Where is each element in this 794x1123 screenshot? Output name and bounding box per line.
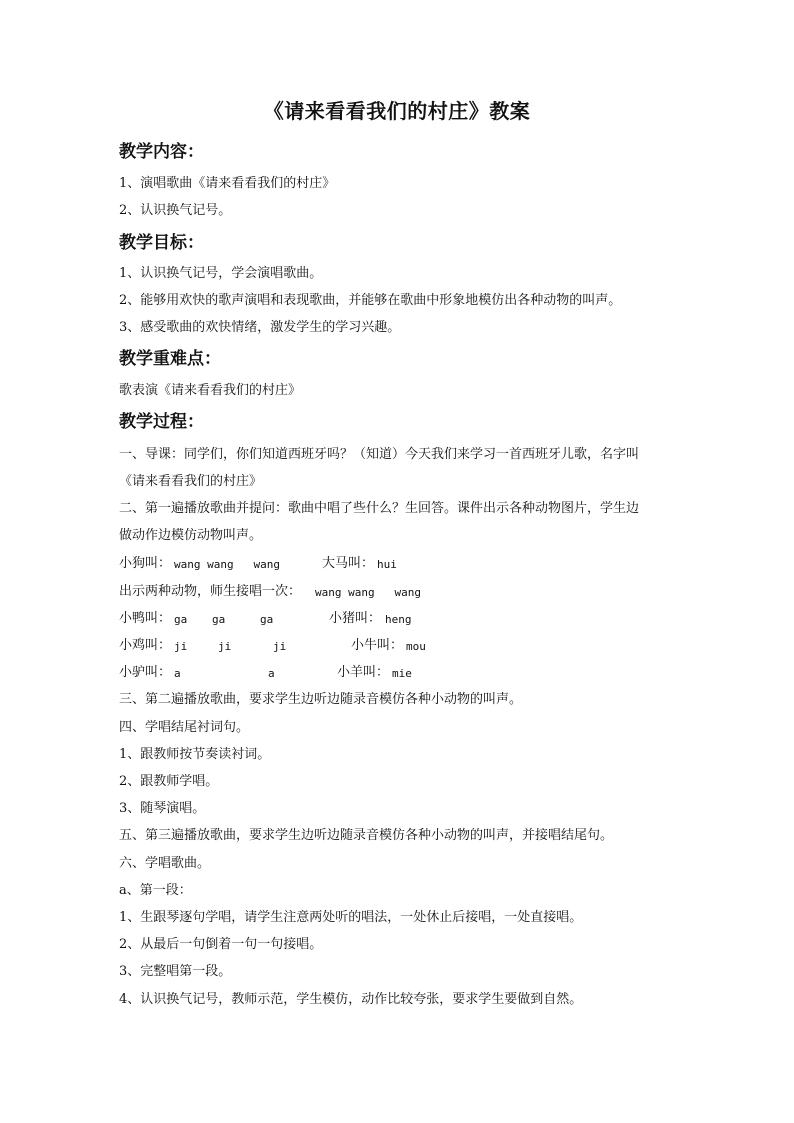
section-a-item-3: 3、完整唱第一段。 [119,964,232,979]
process-step3: 三、第二遍播放歌曲，要求学生边听边随录音模仿各种小动物的叫声。 [119,692,523,707]
donkey-label: 小驴叫： [119,665,172,680]
heading-teaching-process: 教学过程： [119,412,204,432]
content-item-2: 2、认识换气记号。 [119,203,232,218]
duck-sound-2: ga [212,613,226,626]
two-animals-label: 出示两种动物，师生接唱一次： [119,584,302,599]
heading-key-points: 教学重难点： [119,349,221,369]
step4-item-2: 2、跟教师学唱。 [119,774,219,789]
chick-label: 小鸡叫： [119,638,172,653]
donkey-sound-2: a [268,667,275,680]
sheep-label: 小羊叫： [337,665,390,680]
process-step2-line-2: 做动作边模仿动物叫声。 [119,528,263,543]
pig-sound: heng [385,613,412,626]
section-a-item-4: 4、认识换气记号，教师示范，学生模仿，动作比较夸张，要求学生要做到自然。 [119,992,583,1007]
pig-label: 小猪叫： [329,611,382,626]
animal-row-two-animals [119,583,679,601]
animal-row-donkey-sheep [119,664,679,682]
chick-sound-1: ji [174,640,188,653]
key-points-text: 歌表演《请来看看我们的村庄》 [119,383,302,398]
cow-label: 小牛叫： [351,638,404,653]
chick-sound-3: ji [273,640,287,653]
process-step6: 六、学唱歌曲。 [119,856,211,871]
animal-row-duck-pig [119,610,679,628]
process-step5: 五、第三遍播放歌曲，要求学生边听边随录音模仿各种小动物的叫声，并接唱结尾句。 [119,828,614,843]
heading-teaching-content: 教学内容： [119,142,204,162]
two-animals-sound: wang wang wang [315,586,421,599]
section-a-title: a、第一段： [119,883,192,898]
sheep-sound: mie [392,667,412,680]
donkey-sound-1: a [174,667,181,680]
process-intro-line-1: 一、导课：同学们，你们知道西班牙吗？（知道）今天我们来学习一首西班牙儿歌，名字叫 [119,447,640,462]
section-a-item-2: 2、从最后一句倒着一句一句接唱。 [119,937,323,952]
duck-label: 小鸭叫： [119,611,172,626]
goal-item-3: 3、感受歌曲的欢快情绪，激发学生的学习兴趣。 [119,320,401,335]
dog-label: 小狗叫： [119,556,172,571]
cow-sound: mou [406,640,426,653]
step4-item-3: 3、随琴演唱。 [119,801,206,816]
document-title: 《请来看看我们的村庄》教案 [263,99,531,123]
duck-sound-1: ga [174,613,188,626]
process-step4: 四、学唱结尾衬词句。 [119,720,250,735]
horse-label: 大马叫： [322,556,375,571]
dog-sound: wang wang wang [174,558,280,571]
animal-row-chick-cow [119,637,679,655]
animal-row-dog-horse [119,555,679,573]
section-a-item-1: 1、生跟琴逐句学唱，请学生注意两处听的唱法，一处休止后接唱，一处直接唱。 [119,910,583,925]
goal-item-1: 1、认识换气记号，学会演唱歌曲。 [119,266,323,281]
goal-item-2: 2、能够用欢快的歌声演唱和表现歌曲，并能够在歌曲中形象地模仿出各种动物的叫声。 [119,293,622,308]
horse-sound: hui [377,558,397,571]
process-step2-line-1: 二、第一遍播放歌曲并提问：歌曲中唱了些什么？生回答。课件出示各种动物图片，学生边 [119,501,640,516]
heading-teaching-goals: 教学目标： [119,233,204,253]
content-item-1: 1、演唱歌曲《请来看看我们的村庄》 [119,176,336,191]
process-intro-line-2: 《请来看看我们的村庄》 [119,474,263,489]
step4-item-1: 1、跟教师按节奏读衬词。 [119,747,271,762]
chick-sound-2: ji [218,640,232,653]
duck-sound-3: ga [260,613,274,626]
